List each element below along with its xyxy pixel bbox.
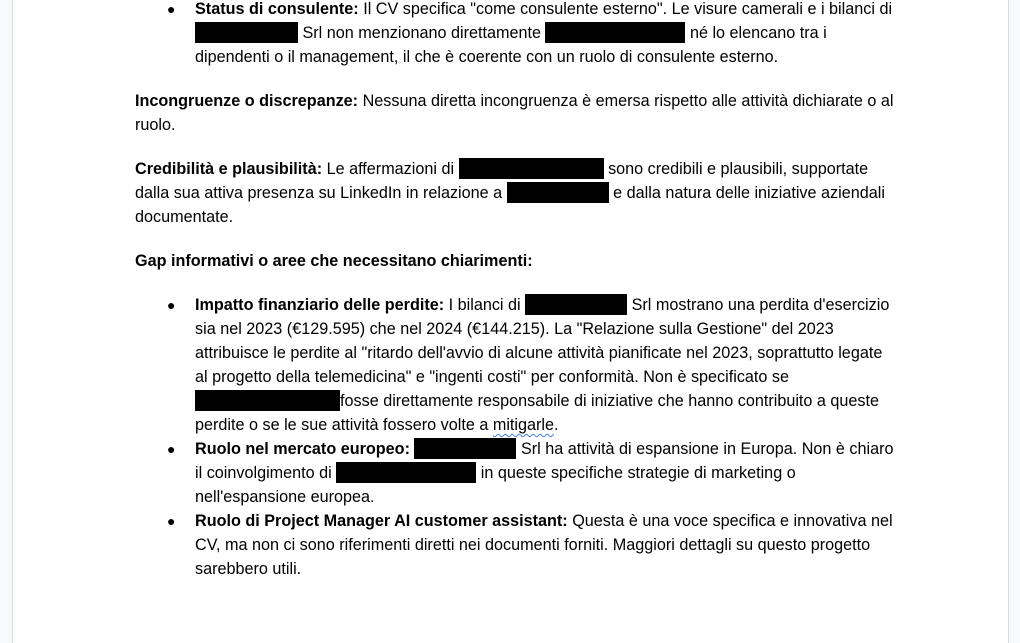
- list-item: ● Ruolo di Project Manager AI customer assistant: Questa è una voce specifica e innovativa nel CV, ma non ci sono riferimenti diretti nei documenti forniti. Maggiori dettagli su questo progetto sarebbero utili.: [195, 509, 895, 581]
- item-label: Ruolo nel mercato europeo:: [195, 440, 410, 458]
- redacted-block: [414, 438, 516, 459]
- paragraph-label: Incongruenze o discrepanze:: [135, 92, 359, 110]
- item-label: Impatto finanziario delle perdite:: [195, 296, 445, 314]
- redacted-block: [195, 390, 340, 411]
- item-label: Ruolo di Project Manager AI customer assistant:: [195, 512, 568, 530]
- redacted-block: [459, 158, 604, 179]
- redacted-block: [525, 294, 627, 315]
- bullet-icon: ●: [167, 297, 176, 313]
- redacted-block: [336, 462, 476, 483]
- paragraph-incongruenze: Incongruenze o discrepanze: Nessuna diretta incongruenza è emersa rispetto alle attività dichiarate o al ruolo.: [135, 92, 894, 134]
- bullet-list-status: [135, 0, 895, 69]
- document-body: [135, 0, 895, 581]
- redacted-block: [545, 22, 685, 43]
- item-label: Status di consulente:: [195, 0, 359, 18]
- list-item: ● Impatto finanziario delle perdite: I bilanci di Srl mostrano una perdita d'esercizio sia nel 2023 (€129.595) che nel 2024 (€144.215). La "Relazione sulla Gestione" del 2023 attribuisce le perdite al "ritardo dell'avvio di alcune attività pianificate nel 2023, soprattutto legate al progetto della telemedicina" e "ingenti costi" per conformità. Non è specificato se fosse direttamente responsabile di iniziative che hanno contribuito a queste perdite o se le sue attività fossero volte a mitigarle.: [195, 293, 895, 437]
- list-item: ● Status di consulente: Il CV specifica "come consulente esterno". Le visure camerali e i bilanci di Srl non menzionano direttamente né lo elencano tra i dipendenti o il management, il che è coerente con un ruolo di consulente esterno.: [195, 0, 895, 69]
- bullet-icon: ●: [167, 1, 176, 17]
- paragraph-label: Credibilità e plausibilità:: [135, 160, 323, 178]
- redacted-block: [507, 182, 609, 203]
- document-page: [12, 0, 1009, 643]
- spellcheck-word[interactable]: mitigarle: [492, 416, 555, 434]
- redacted-block: [195, 22, 298, 43]
- bullet-list-gaps: [135, 293, 895, 581]
- section-heading: Gap informativi o aree che necessitano chiarimenti:: [135, 252, 533, 270]
- bullet-icon: ●: [167, 513, 176, 529]
- paragraph-credibilita: Credibilità e plausibilità: Le affermazioni di sono credibili e plausibili, supportate dalla sua attiva presenza su LinkedIn in relazione a e dalla natura delle iniziative aziendali documentate.: [135, 160, 885, 226]
- bullet-icon: ●: [167, 441, 176, 457]
- list-item: ● Ruolo nel mercato europeo: Srl ha attività di espansione in Europa. Non è chiaro il coinvolgimento di in queste specifiche strategie di marketing o nell'espansione europea.: [195, 437, 895, 509]
